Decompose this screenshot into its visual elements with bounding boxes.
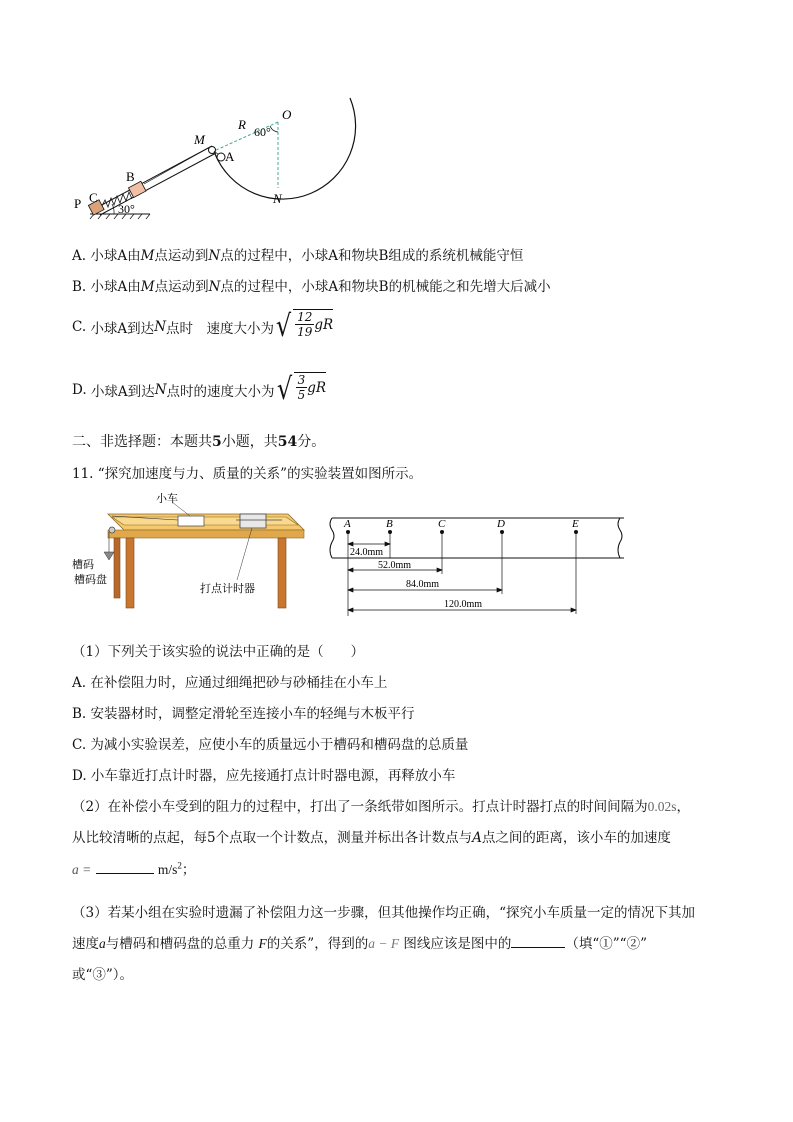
label-cart: 小车 xyxy=(156,492,178,505)
q11-part2-line3: $a = m/s^2$； xyxy=(72,860,196,878)
label-p: P xyxy=(74,196,82,211)
label-a: A xyxy=(225,149,235,164)
label-o: O xyxy=(282,107,292,122)
label-r: R xyxy=(238,117,246,132)
q11-part3-line1: （3）若某小组在实验时遗漏了补偿阻力这一步骤，但其他操作均正确，“探究小车质量一定的情况下其加 xyxy=(72,905,695,921)
tape-label-b: B xyxy=(386,518,393,530)
tape-label-d: D xyxy=(497,518,505,530)
dist-ae: 120.0mm xyxy=(444,599,483,610)
label-c: C xyxy=(89,190,98,205)
q11-option-d: D. 小车靠近打点计时器，应先接通打点计时器电源，再释放小车 xyxy=(72,768,456,784)
figure-incline-circle xyxy=(72,96,372,221)
section-heading: 二、非选择题：本题共5小题，共54分。 xyxy=(72,434,326,450)
choice-c: C. 小球A到达 N 点时 速度大小为 √ $\frac{12}{19}$ gR xyxy=(72,309,334,344)
answer-blank-graph[interactable] xyxy=(511,947,565,948)
dist-ab: 24.0mm xyxy=(350,547,384,558)
figure-apparatus xyxy=(72,490,312,610)
sqrt-3-5-gr: √ $\frac{3}{5}$ gR xyxy=(276,372,327,407)
tape-label-c: C xyxy=(438,518,446,530)
q11-stem: 11. “探究加速度与力、质量的关系”的实验装置如图所示。 xyxy=(72,466,423,482)
label-b: B xyxy=(126,169,135,184)
label-m: M xyxy=(194,132,205,147)
tape-label-a: A xyxy=(344,518,351,530)
dist-ac: 52.0mm xyxy=(378,560,412,571)
tape-points xyxy=(346,530,578,534)
q11-option-c: C. 为减小实验误差，应使小车的质量远小于槽码和槽码盘的总质量 xyxy=(72,737,469,753)
choice-d: D. 小球A到达 N 点时的速度大小为 √ $\frac{3}{5}$ gR xyxy=(72,372,327,407)
tape-label-e: E xyxy=(572,518,579,530)
label-angle60: 60° xyxy=(254,125,271,139)
q11-option-b: B. 安装器材时，调整定滑轮至连接小车的轻绳与木板平行 xyxy=(72,706,415,722)
label-weights: 槽码 xyxy=(72,558,94,571)
choice-a: A. 小球A由M点运动到N点的过程中，小球A和物块B组成的系统机械能守恒 xyxy=(72,248,524,264)
q11-part2-line1: （2）在补偿小车受到的阻力的过程中，打出了一条纸带如图所示。打点计时器打点的时间间隔为0.02s， xyxy=(72,799,690,815)
figure-tape xyxy=(326,510,626,618)
label-timer: 打点计时器 xyxy=(200,582,255,595)
q11-part3-line3: 或“③”）。 xyxy=(72,967,134,983)
dist-ad: 84.0mm xyxy=(406,579,440,590)
timer xyxy=(240,514,266,528)
answer-blank-acceleration[interactable] xyxy=(96,873,154,874)
label-n: N xyxy=(273,191,282,206)
q11-option-a: A. 在补偿阻力时，应通过细绳把砂与砂桶挂在小车上 xyxy=(72,675,388,691)
label-angle30: 30° xyxy=(118,202,135,216)
sqrt-12-19-gr: √ $\frac{12}{19}$ gR xyxy=(275,309,334,344)
q11-part2-line2: 从比较清晰的点起，每5个点取一个计数点，测量并标出各计数点与A点之间的距离，该小车的加速度 xyxy=(72,830,671,846)
cart xyxy=(178,516,204,526)
q11-part1-stem: （1）下列关于该实验的说法中正确的是（ ） xyxy=(72,644,365,660)
choice-b: B. 小球A由M点运动到N点的过程中，小球A和物块B的机械能之和先增大后减小 xyxy=(72,279,551,295)
label-tray: 槽码盘 xyxy=(74,573,107,586)
q11-part3-line2: 速度a与槽码和槽码盘的总重力 F的关系”，得到的a − F 图线应该是图中的 （填“①”“②” xyxy=(72,936,647,952)
ball-a xyxy=(217,153,225,161)
